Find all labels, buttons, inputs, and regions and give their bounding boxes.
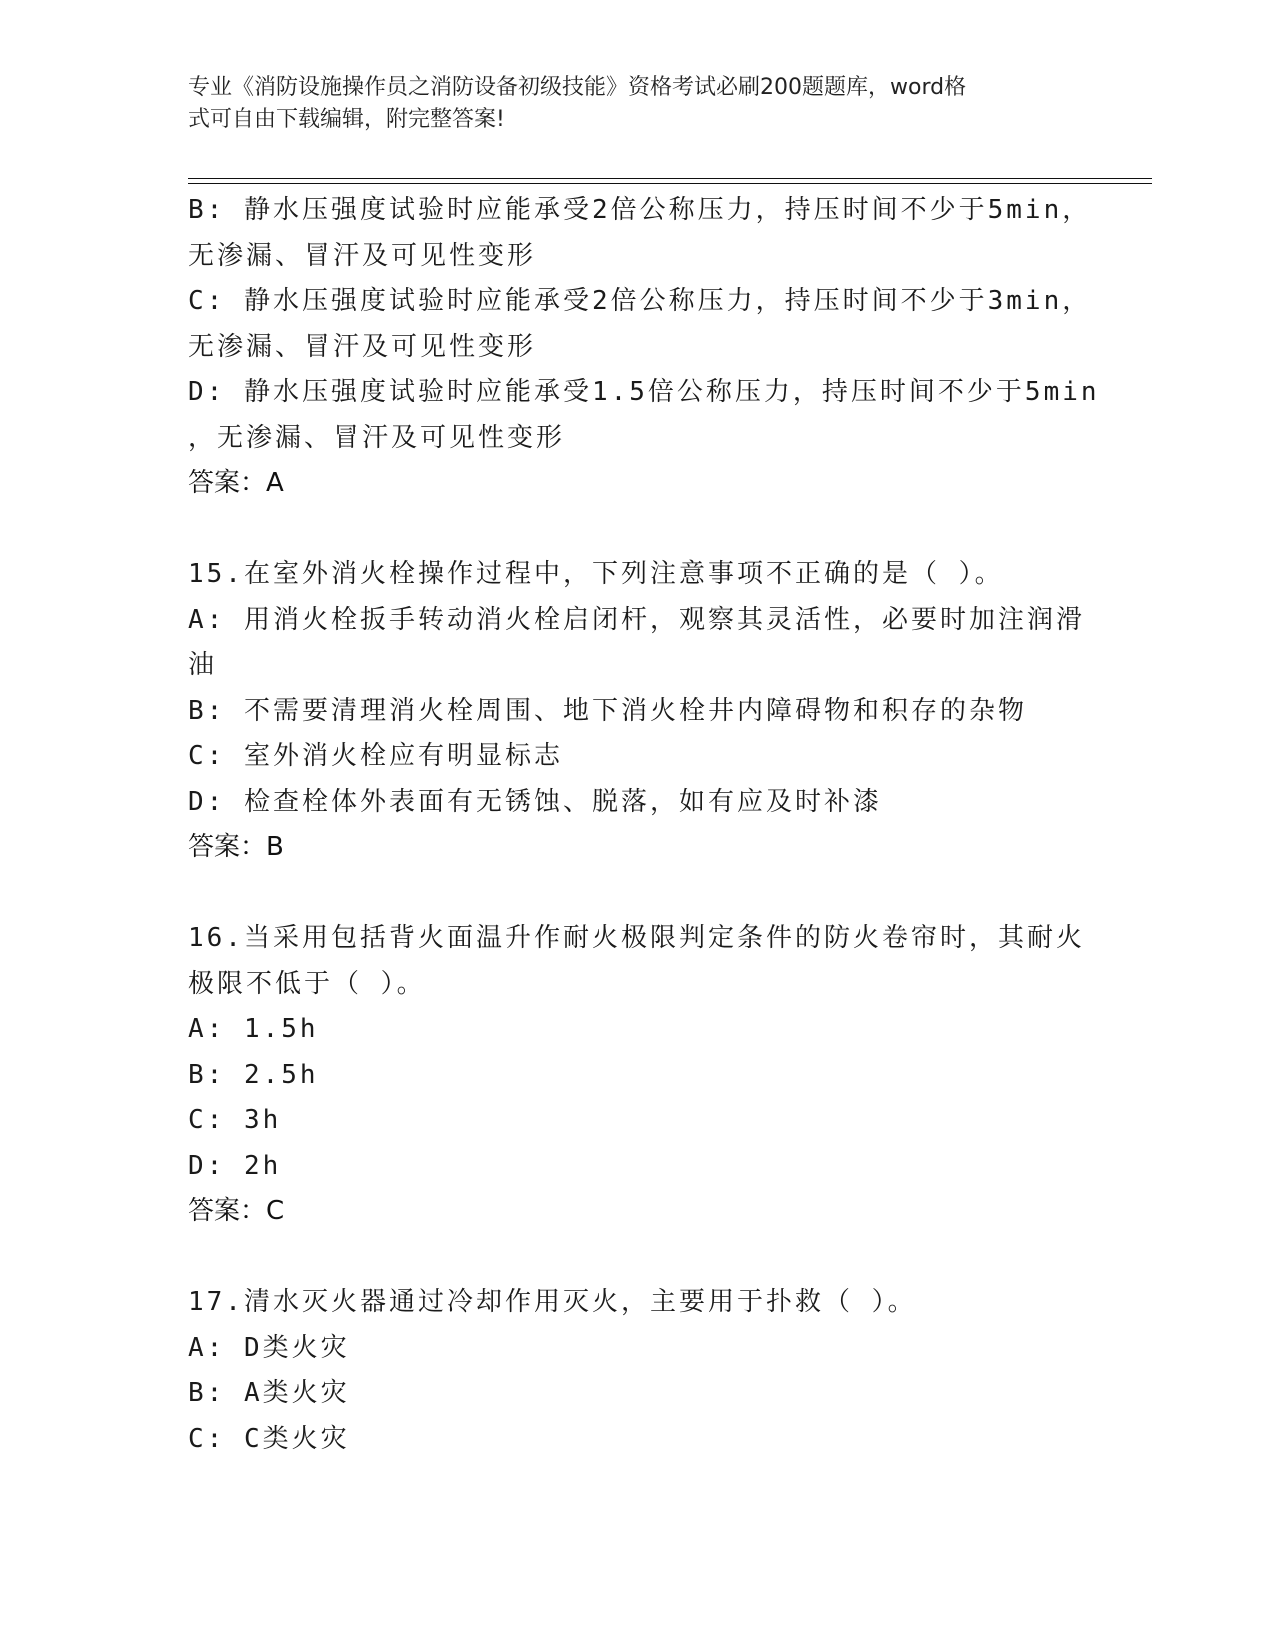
q14-option-b-line-1: B: 静水压强度试验时应能承受2倍公称压力，持压时间不少于5min， [188,195,1092,225]
document-body [188,188,1100,1462]
q17-option-a: A: D类火灾 [188,1332,350,1363]
q16-option-c: C: 3h [188,1105,282,1135]
header-line-1: 专业《消防设施操作员之消防设备初级技能》资格考试必刷200题题库，word格 [188,75,967,100]
spacer [188,871,1088,917]
spacer [188,1235,1088,1281]
q15-option-c: C: 室外消火栓应有明显标志 [188,741,563,771]
q16-option-a: A: 1.5h [188,1014,319,1044]
q17-option-c: C: C类火灾 [188,1423,350,1454]
q14-option-d-line-2: ，无渗漏、冒汗及可见性变形 [188,422,566,453]
q16-answer: 答案：C [188,1196,285,1226]
q15-stem: 15.在室外消火栓操作过程中，下列注意事项不正确的是（ ）。 [188,559,1004,589]
q14-option-b-line-2: 无渗漏、冒汗及可见性变形 [188,240,537,271]
header-rule-top [188,178,1152,179]
q15-option-b: B: 不需要清理消火栓周围、地下消火栓井内障碍物和积存的杂物 [188,695,1027,726]
q16-option-b: B: 2.5h [188,1059,319,1090]
q16-option-d: D: 2h [188,1150,282,1181]
q15-option-a-line-1: A: 用消火栓扳手转动消火栓启闭杆，观察其灵活性，必要时加注润滑 [188,604,1085,635]
q17-stem: 17.清水灭火器通过冷却作用灭火，主要用于扑救（ ）。 [188,1287,917,1317]
q14-option-d-line-1: D: 静水压强度试验时应能承受1.5倍公称压力，持压时间不少于5min [188,377,1100,407]
question-15 [188,552,1088,871]
document-header [188,72,1068,136]
q15-answer: 答案：B [188,832,284,862]
q16-stem-line-2: 极限不低于（ ）。 [188,968,426,999]
question-16 [188,916,1088,1235]
spacer [188,507,1088,553]
header-line-2: 式可自由下载编辑，附完整答案! [188,107,505,132]
q15-option-a-line-2: 油 [188,650,218,680]
q14-option-c-line-2: 无渗漏、冒汗及可见性变形 [188,331,537,362]
question-17 [188,1280,1088,1462]
q14-answer: 答案：A [188,468,284,498]
header-rule-bottom [188,183,1152,184]
question-14 [188,188,1100,507]
q17-option-b: B: A类火灾 [188,1378,350,1408]
q15-option-d: D: 检查栓体外表面有无锈蚀、脱落，如有应及时补漆 [188,786,882,817]
q16-stem-line-1: 16.当采用包括背火面温升作耐火极限判定条件的防火卷帘时，其耐火 [188,923,1085,953]
q14-option-c-line-1: C: 静水压强度试验时应能承受2倍公称压力，持压时间不少于3min， [188,286,1092,316]
